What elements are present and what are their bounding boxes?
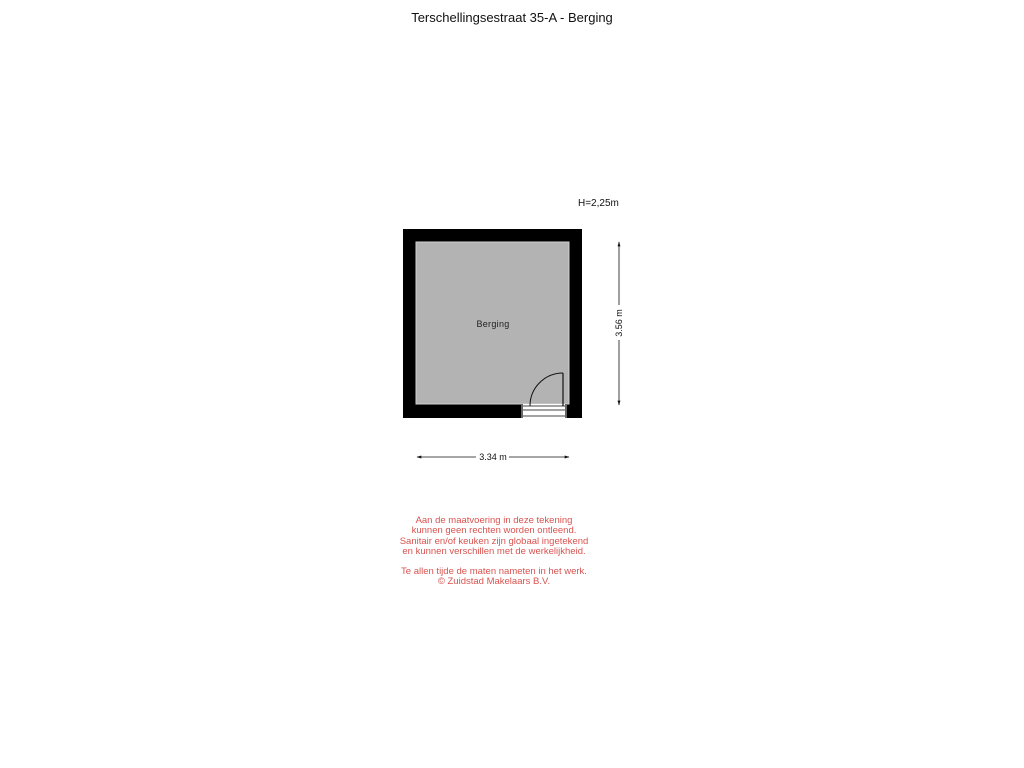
disclaimer-footer-line: Te allen tijde de maten nameten in het werk. bbox=[401, 566, 587, 578]
disclaimer-line: en kunnen verschillen met de werkelijkheid. bbox=[402, 545, 586, 557]
room-label-berging: Berging bbox=[476, 319, 510, 329]
disclaimer bbox=[362, 516, 626, 588]
disclaimer-line: Aan de maatvoering in deze tekening bbox=[415, 515, 573, 526]
ceiling-height-label: H=2,25m bbox=[578, 198, 619, 209]
door-frame-right bbox=[565, 404, 567, 418]
copyright-line: © Zuidstad Makelaars B.V. bbox=[437, 576, 551, 588]
door-frame-left bbox=[521, 404, 523, 418]
depth-dimension-label: 3.56 m bbox=[614, 309, 624, 337]
disclaimer-line: kunnen geen rechten worden ontleend. bbox=[411, 525, 577, 537]
disclaimer-line: Sanitair en/of keuken zijn globaal ingetekend bbox=[399, 535, 589, 547]
width-dimension-label: 3.34 m bbox=[479, 452, 507, 462]
page-title: Terschellingsestraat 35-A - Berging bbox=[411, 10, 613, 25]
